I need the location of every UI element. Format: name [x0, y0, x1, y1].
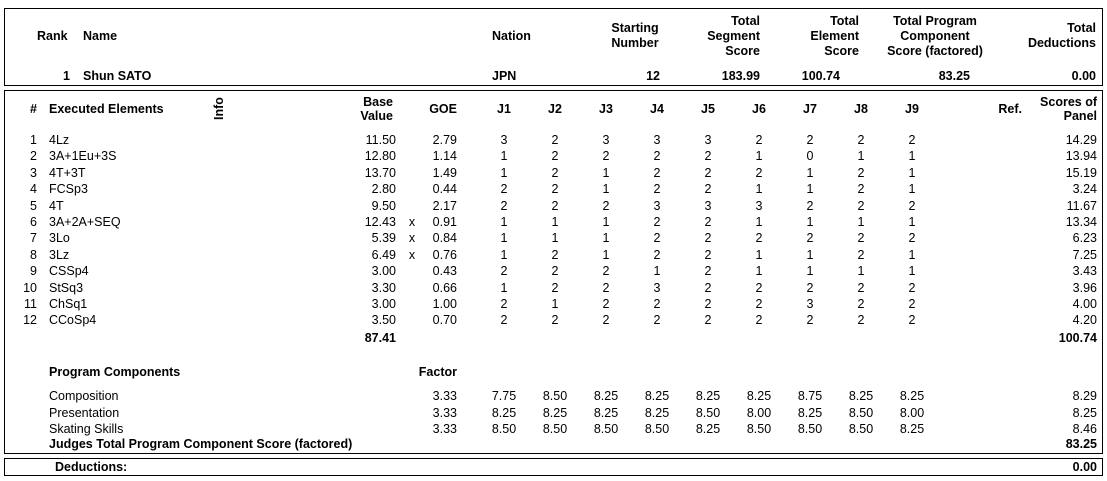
- element-judge-score: 2: [551, 264, 559, 278]
- element-bonus-mark: x: [408, 248, 416, 262]
- element-judge-score: 2: [551, 199, 559, 213]
- element-name: FCSp3: [49, 182, 88, 196]
- element-judge-score: 3: [500, 133, 508, 147]
- element-judge-score: 3: [653, 281, 661, 295]
- element-judge-score: 1: [806, 182, 814, 196]
- component-judge-score: 8.25: [797, 406, 823, 420]
- component-panel-score: 8.25: [1072, 406, 1097, 420]
- name-label: Name: [83, 29, 118, 43]
- element-judge-score: 1: [908, 248, 916, 262]
- pcs-total-label: Judges Total Program Component Score (factored): [49, 437, 353, 451]
- element-goe: 1.49: [432, 166, 457, 180]
- element-judge-score: 1: [551, 215, 559, 229]
- element-judge-score: 1: [500, 248, 508, 262]
- component-factor: 3.33: [432, 389, 457, 403]
- element-number: 7: [30, 231, 37, 245]
- element-judge-score: 1: [806, 248, 814, 262]
- element-number: 4: [30, 182, 37, 196]
- component-judge-score: 8.25: [899, 422, 925, 436]
- element-judge-score: 1: [500, 231, 508, 245]
- component-judge-score: 8.25: [644, 406, 670, 420]
- component-judge-score: 8.50: [797, 422, 823, 436]
- element-number: 2: [30, 149, 37, 163]
- component-judge-score: 8.00: [899, 406, 925, 420]
- component-judge-score: 8.50: [593, 422, 619, 436]
- skater-tes: 100.74: [801, 69, 840, 83]
- element-judge-score: 3: [704, 199, 712, 213]
- element-judge-score: 1: [857, 264, 865, 278]
- starting-number-label-line1: Starting: [611, 21, 659, 35]
- element-judge-score: 1: [755, 248, 763, 262]
- col-judge-label: J7: [803, 102, 817, 116]
- element-judge-score: 2: [857, 231, 865, 245]
- element-name: CSSp4: [49, 264, 89, 278]
- col-judge-label: J6: [752, 102, 766, 116]
- element-judge-score: 1: [857, 215, 865, 229]
- element-judge-score: 1: [551, 231, 559, 245]
- element-panel-score: 15.19: [1065, 166, 1097, 180]
- element-panel-score: 4.20: [1072, 313, 1097, 327]
- element-judge-score: 1: [806, 166, 814, 180]
- component-judge-score: 8.50: [542, 422, 568, 436]
- deductions-label-line2: Deductions: [1027, 36, 1096, 50]
- tss-label-line2: Segment: [707, 29, 760, 43]
- element-judge-score: 1: [500, 149, 508, 163]
- element-number: 12: [23, 313, 37, 327]
- col-goe-label: GOE: [429, 102, 457, 116]
- element-judge-score: 2: [806, 133, 814, 147]
- element-number: 10: [23, 281, 37, 295]
- element-judge-score: 1: [551, 297, 559, 311]
- element-panel-score: 14.29: [1065, 133, 1097, 147]
- col-ref-label: Ref.: [998, 102, 1022, 116]
- pcs-label-line1: Total Program: [893, 14, 977, 28]
- element-panel-score: 13.34: [1065, 215, 1097, 229]
- element-number: 3: [30, 166, 37, 180]
- element-base-value: 12.43: [364, 215, 396, 229]
- component-judge-score: 8.50: [848, 422, 874, 436]
- element-judge-score: 3: [806, 297, 814, 311]
- element-bonus-mark: x: [408, 215, 416, 229]
- element-judge-score: 1: [755, 149, 763, 163]
- element-judge-score: 2: [806, 199, 814, 213]
- element-judge-score: 2: [806, 231, 814, 245]
- col-judge-label: J8: [854, 102, 868, 116]
- element-judge-score: 2: [755, 297, 763, 311]
- element-judge-score: 1: [755, 215, 763, 229]
- col-num-label: #: [30, 102, 37, 116]
- element-goe: 0.44: [432, 182, 457, 196]
- element-judge-score: 1: [908, 182, 916, 196]
- element-judge-score: 2: [704, 248, 712, 262]
- element-judge-score: 2: [653, 231, 661, 245]
- element-judge-score: 2: [653, 166, 661, 180]
- element-judge-score: 3: [704, 133, 712, 147]
- element-judge-score: 2: [653, 182, 661, 196]
- element-name: 3A+1Eu+3S: [49, 149, 117, 163]
- element-judge-score: 1: [806, 215, 814, 229]
- element-judge-score: 2: [551, 313, 559, 327]
- element-judge-score: 2: [755, 231, 763, 245]
- element-judge-score: 2: [653, 248, 661, 262]
- element-judge-score: 2: [857, 297, 865, 311]
- col-executed-label: Executed Elements: [49, 102, 164, 116]
- element-judge-score: 2: [857, 281, 865, 295]
- col-base-label-line2: Value: [360, 109, 393, 123]
- element-goe: 2.17: [432, 199, 457, 213]
- element-judge-score: 2: [551, 133, 559, 147]
- element-judge-score: 1: [908, 149, 916, 163]
- element-judge-score: 2: [857, 182, 865, 196]
- element-panel-score: 3.43: [1072, 264, 1097, 278]
- element-panel-score: 6.23: [1072, 231, 1097, 245]
- element-judge-score: 2: [908, 231, 916, 245]
- element-judge-score: 2: [653, 297, 661, 311]
- element-judge-score: 2: [602, 297, 610, 311]
- col-judge-label: J3: [599, 102, 613, 116]
- component-judge-score: 8.50: [542, 389, 568, 403]
- skater-nation: JPN: [492, 69, 517, 83]
- element-judge-score: 2: [551, 248, 559, 262]
- component-judge-score: 8.25: [593, 389, 619, 403]
- element-judge-score: 2: [806, 313, 814, 327]
- deductions-footer-value: 0.00: [1072, 460, 1097, 474]
- element-bonus-mark: x: [408, 231, 416, 245]
- element-judge-score: 2: [857, 313, 865, 327]
- element-goe: 0.84: [432, 231, 457, 245]
- component-judge-score: 7.75: [491, 389, 517, 403]
- skater-starting-number: 12: [646, 69, 660, 83]
- element-name: 4T+3T: [49, 166, 86, 180]
- element-number: 5: [30, 199, 37, 213]
- component-judge-score: 8.50: [644, 422, 670, 436]
- element-goe: 1.14: [432, 149, 457, 163]
- component-name: Composition: [49, 389, 119, 403]
- element-name: 3A+2A+SEQ: [49, 215, 121, 229]
- component-judge-score: 8.25: [593, 406, 619, 420]
- deductions-label-line1: Total: [1067, 21, 1096, 35]
- element-base-value: 2.80: [371, 182, 396, 196]
- element-judge-score: 1: [602, 215, 610, 229]
- element-judge-score: 2: [602, 264, 610, 278]
- element-judge-score: 1: [857, 149, 865, 163]
- element-judge-score: 2: [551, 182, 559, 196]
- element-judge-score: 2: [500, 199, 508, 213]
- element-judge-score: 2: [857, 199, 865, 213]
- element-goe: 1.00: [432, 297, 457, 311]
- element-judge-score: 2: [704, 264, 712, 278]
- element-base-value: 9.50: [371, 199, 396, 213]
- element-name: 3Lz: [49, 248, 70, 262]
- element-judge-score: 2: [704, 281, 712, 295]
- pcs-label-line3: Score (factored): [887, 44, 983, 58]
- element-goe: 0.43: [432, 264, 457, 278]
- component-panel-score: 8.46: [1072, 422, 1097, 436]
- component-factor: 3.33: [432, 406, 457, 420]
- component-judge-score: 8.50: [491, 422, 517, 436]
- element-judge-score: 2: [500, 313, 508, 327]
- col-judge-label: J1: [497, 102, 511, 116]
- element-panel-score: 11.67: [1066, 199, 1097, 213]
- deductions-box: [4, 458, 1103, 476]
- skater-deductions: 0.00: [1071, 69, 1096, 83]
- tss-label-line1: Total: [731, 14, 760, 28]
- element-name: 3Lo: [49, 231, 70, 245]
- skater-name: Shun SATO: [83, 69, 152, 83]
- component-judge-score: 8.25: [644, 389, 670, 403]
- element-judge-score: 1: [602, 231, 610, 245]
- component-judge-score: 8.00: [746, 406, 772, 420]
- element-judge-score: 3: [653, 133, 661, 147]
- element-judge-score: 1: [755, 182, 763, 196]
- element-judge-score: 2: [602, 281, 610, 295]
- component-judge-score: 8.25: [695, 422, 721, 436]
- component-judge-score: 8.50: [695, 406, 721, 420]
- component-judge-score: 8.25: [491, 406, 517, 420]
- element-judge-score: 1: [500, 281, 508, 295]
- element-judge-score: 2: [704, 313, 712, 327]
- component-judge-score: 8.25: [848, 389, 874, 403]
- col-judge-label: J4: [650, 102, 664, 116]
- component-judge-score: 8.50: [848, 406, 874, 420]
- element-judge-score: 1: [602, 182, 610, 196]
- element-name: 4T: [49, 199, 64, 213]
- skater-rank: 1: [63, 69, 70, 83]
- element-judge-score: 1: [653, 264, 661, 278]
- col-judge-label: J5: [701, 102, 715, 116]
- element-judge-score: 2: [500, 182, 508, 196]
- element-judge-score: 2: [908, 297, 916, 311]
- component-judge-score: 8.75: [797, 389, 823, 403]
- element-judge-score: 2: [551, 149, 559, 163]
- component-judge-score: 8.25: [899, 389, 925, 403]
- element-judge-score: 2: [653, 149, 661, 163]
- element-number: 9: [30, 264, 37, 278]
- element-judge-score: 2: [755, 133, 763, 147]
- element-judge-score: 2: [602, 149, 610, 163]
- element-judge-score: 2: [653, 313, 661, 327]
- element-judge-score: 2: [857, 133, 865, 147]
- element-judge-score: 1: [908, 264, 916, 278]
- element-base-value: 12.80: [364, 149, 396, 163]
- element-judge-score: 2: [704, 297, 712, 311]
- element-panel-score: 3.24: [1072, 182, 1097, 196]
- tes-label-line1: Total: [830, 14, 859, 28]
- element-judge-score: 3: [602, 133, 610, 147]
- element-name: 4Lz: [49, 133, 70, 147]
- element-panel-score: 4.00: [1072, 297, 1097, 311]
- element-base-value: 11.50: [365, 133, 396, 147]
- element-judge-score: 2: [653, 215, 661, 229]
- element-number: 11: [24, 297, 37, 311]
- element-judge-score: 1: [500, 166, 508, 180]
- element-judge-score: 1: [908, 215, 916, 229]
- element-judge-score: 2: [857, 248, 865, 262]
- element-base-value: 13.70: [364, 166, 396, 180]
- program-components-title: Program Components: [49, 365, 181, 379]
- element-judge-score: 2: [908, 133, 916, 147]
- element-judge-score: 2: [755, 281, 763, 295]
- pcs-label-line2: Component: [900, 29, 970, 43]
- element-judge-score: 2: [602, 313, 610, 327]
- base-value-total: 87.41: [364, 331, 396, 345]
- col-info-label: Info: [212, 97, 226, 120]
- element-name: CCoSp4: [49, 313, 97, 327]
- element-judge-score: 1: [806, 264, 814, 278]
- tss-label-line3: Score: [725, 44, 760, 58]
- element-base-value: 5.39: [371, 231, 396, 245]
- element-judge-score: 0: [806, 149, 814, 163]
- starting-number-label-line2: Number: [611, 36, 659, 50]
- element-name: ChSq1: [49, 297, 88, 311]
- element-judge-score: 2: [908, 199, 916, 213]
- element-base-value: 6.49: [371, 248, 396, 262]
- nation-label: Nation: [492, 29, 531, 43]
- element-judge-score: 2: [704, 166, 712, 180]
- component-panel-score: 8.29: [1072, 389, 1097, 403]
- element-judge-score: 2: [500, 264, 508, 278]
- element-goe: 0.70: [432, 313, 457, 327]
- col-panel-label-line1: Scores of: [1040, 95, 1097, 109]
- element-base-value: 3.50: [371, 313, 396, 327]
- element-number: 8: [30, 248, 37, 262]
- element-judge-score: 3: [755, 199, 763, 213]
- element-judge-score: 2: [704, 182, 712, 196]
- elements-score-total: 100.74: [1058, 331, 1097, 345]
- element-judge-score: 2: [908, 313, 916, 327]
- component-judge-score: 8.25: [746, 389, 772, 403]
- element-judge-score: 2: [551, 166, 559, 180]
- element-judge-score: 2: [755, 313, 763, 327]
- element-judge-score: 2: [908, 281, 916, 295]
- element-goe: 0.66: [432, 281, 457, 295]
- col-base-label-line1: Base: [363, 95, 393, 109]
- factor-label: Factor: [418, 365, 457, 379]
- element-judge-score: 2: [704, 149, 712, 163]
- element-name: StSq3: [49, 281, 84, 295]
- component-name: Skating Skills: [49, 422, 124, 436]
- element-judge-score: 2: [704, 215, 712, 229]
- tes-label-line3: Score: [824, 44, 859, 58]
- element-judge-score: 3: [653, 199, 661, 213]
- component-judge-score: 8.50: [746, 422, 772, 436]
- element-panel-score: 13.94: [1065, 149, 1097, 163]
- tes-label-line2: Element: [810, 29, 859, 43]
- element-panel-score: 7.25: [1072, 248, 1097, 262]
- component-judge-score: 8.25: [695, 389, 721, 403]
- element-judge-score: 2: [704, 231, 712, 245]
- rank-label: Rank: [37, 29, 68, 43]
- component-judge-score: 8.25: [542, 406, 568, 420]
- element-judge-score: 2: [500, 297, 508, 311]
- element-judge-score: 1: [602, 166, 610, 180]
- element-panel-score: 3.96: [1072, 281, 1097, 295]
- skater-tss: 183.99: [721, 69, 760, 83]
- deductions-footer-label: Deductions:: [55, 460, 128, 474]
- element-judge-score: 1: [602, 248, 610, 262]
- element-base-value: 3.00: [371, 264, 396, 278]
- col-panel-label-line2: Panel: [1063, 109, 1097, 123]
- element-judge-score: 2: [551, 281, 559, 295]
- component-factor: 3.33: [432, 422, 457, 436]
- element-judge-score: 2: [806, 281, 814, 295]
- element-judge-score: 2: [755, 166, 763, 180]
- element-goe: 0.91: [432, 215, 457, 229]
- element-number: 6: [30, 215, 37, 229]
- element-judge-score: 2: [857, 166, 865, 180]
- element-base-value: 3.00: [371, 297, 396, 311]
- element-number: 1: [30, 133, 37, 147]
- component-name: Presentation: [49, 406, 120, 420]
- element-judge-score: 2: [602, 199, 610, 213]
- col-judge-label: J9: [905, 102, 919, 116]
- element-goe: 0.76: [432, 248, 457, 262]
- col-judge-label: J2: [548, 102, 562, 116]
- element-goe: 2.79: [432, 133, 457, 147]
- element-judge-score: 1: [755, 264, 763, 278]
- element-judge-score: 1: [500, 215, 508, 229]
- element-judge-score: 1: [908, 166, 916, 180]
- element-base-value: 3.30: [371, 281, 396, 295]
- pcs-total-value: 83.25: [1065, 437, 1097, 451]
- skater-pcs: 83.25: [938, 69, 970, 83]
